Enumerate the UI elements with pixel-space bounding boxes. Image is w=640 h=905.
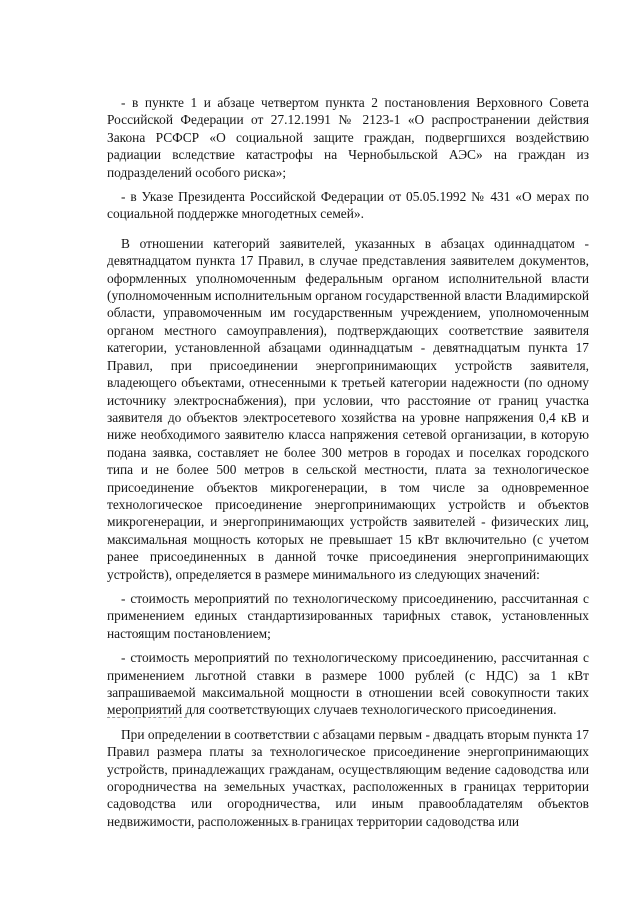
paragraph-3: В отношении категорий заявителей, указанных в абзацах одиннадцатом - девятнадцатом пункта 17 Правил, в случае представления заявителем документов, оформленных уполномоченным федеральным органом исполнительной власти (уполномоченным исполнительным органом государственной власти Владимирской области, управомоченным им государственным учреждением, уполномоченным органом местного самоуправления), подтверждающих соответствие заявителя категории, установленной абзацами одиннадцатым - девятнадцатым пункта 17 Правил, при присоединении энергопринимающих устройств заявителя, владеющего объектами, отнесенными к третьей категории надежности (по одному источнику электроснабжения), при условии, что расстояние от границ участка заявителя до объектов электросетевого хозяйства на уровне напряжения 0,4 кВ и ниже необходимого заявителю класса напряжения сетевой организации, в которую подана заявка, составляет не более 300 метров в городах и поселках городского типа и не более 500 метров в сельской местности, плата за технологическое присоединение объектов микрогенерации, в том числе за одновременное технологическое присоединение энергопринимающих устройств и объектов микрогенерации, и энергопринимающих устройств заявителей - физических лиц, максимальная мощность которых не превышает 15 кВт включительно (с учетом ранее присоединенных в данной точке присоединения энергопринимающих устройств), определяется в размере минимального из следующих значений: [107,235,589,582]
scan-artifact-line [250,824,300,825]
paragraph-6: При определении в соответствии с абзацами первым - двадцать вторым пункта 17 Правил размера платы за технологическое присоединение энергопринимающих устройств, принадлежащих гражданам, осуществляющим ведение садоводства или огородничества на земельных участках, расположенных в границах территории садоводства или огородничества, или иным правообладателям объектов недвижимости, расположенных в границах территории садоводства или [107,726,589,829]
paragraph-1: - в пункте 1 и абзаце четвертом пункта 2 постановления Верховного Совета Российской Федерации от 27.12.1991 № 2123-1 «О распространении действия Закона РСФСР «О социальной защите граждан, подвергшихся воздействию радиации вследствие катастрофы на Чернобыльской АЭС» на граждан из подразделений особого риска»; [107,95,589,180]
paragraph-4: - стоимость мероприятий по технологическому присоединению, рассчитанная с применением единых стандартизированных тарифных ставок, установленных настоящим постановлением; [107,590,589,641]
document-body [107,94,589,837]
paragraph-5: - стоимость мероприятий по технологическому присоединению, рассчитанная с применением льготной ставки в размере 1000 рублей (с НДС) за 1 кВт запрашиваемой максимальной мощности в отношении всей совокупности таких мероприятий для соответствующих случаев технологического присоединения. [107,650,589,718]
paragraph-2: - в Указе Президента Российской Федерации от 05.05.1992 № 431 «О мерах по социальной поддержке многодетных семей». [107,189,589,222]
scan-artifact-line [107,717,187,718]
